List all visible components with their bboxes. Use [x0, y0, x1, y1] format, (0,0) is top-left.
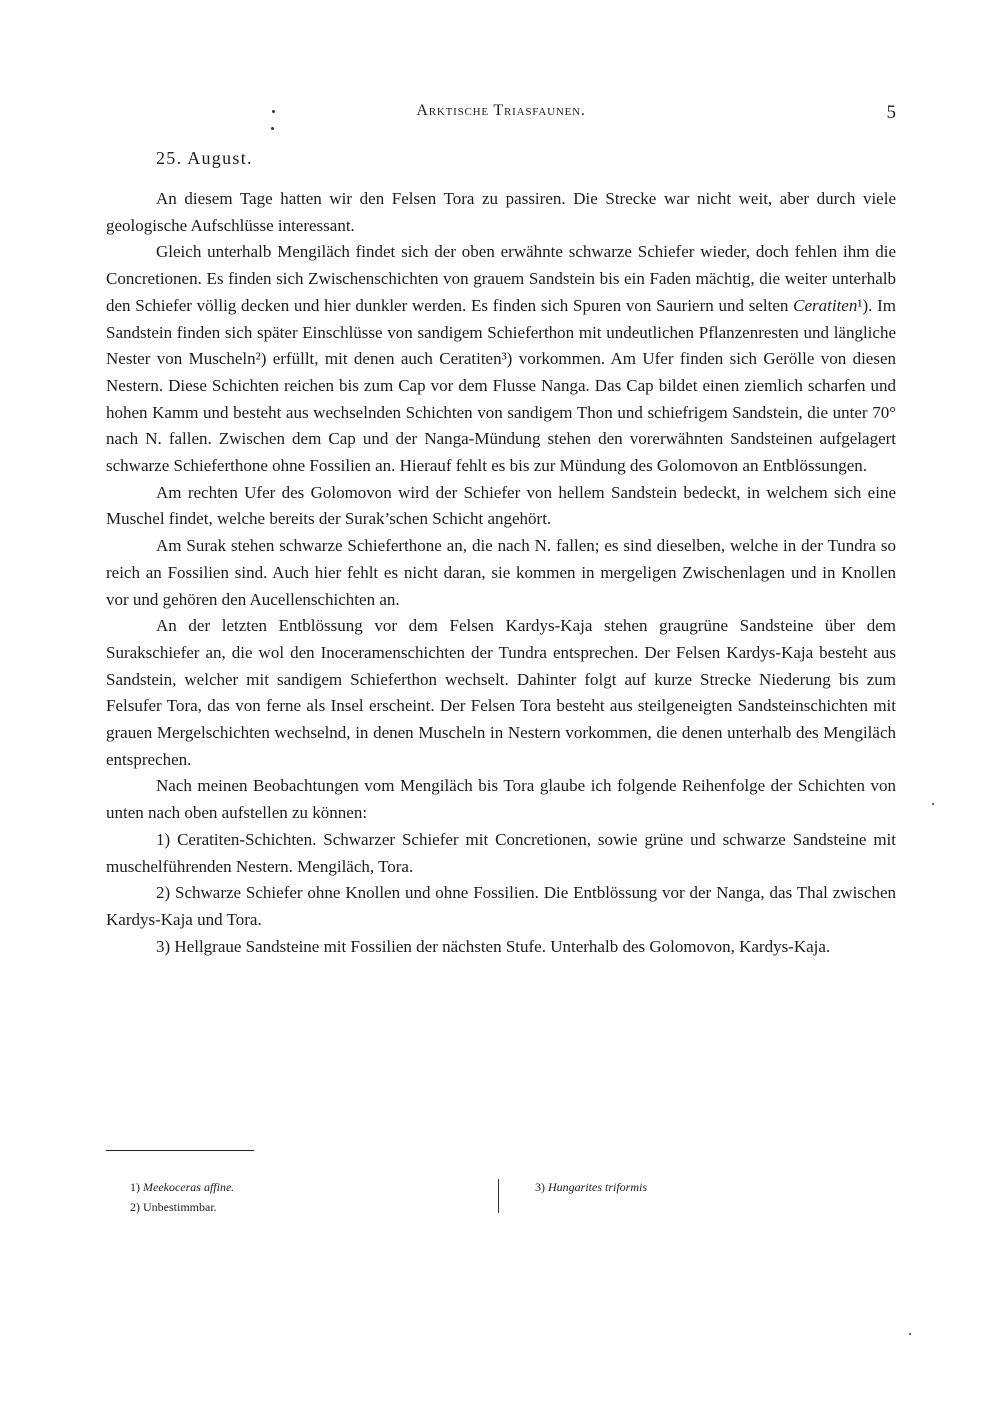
paragraph	[106, 239, 896, 479]
footnote-3	[535, 1177, 775, 1197]
paragraph: An der letzten Entblössung vor dem Felsen Kardys-Kaja stehen graugrüne Sandsteine über dem Surakschiefer an, die wol den Inoceramenschichten der Tundra entsprechen. Der Felsen Kardys-Kaja besteht aus Sandstein, welcher mit sandigem Schieferthon wechselt. Dahinter folgt auf kurze Strecke Niederung bis zum Felsufer Tora, das von ferne als Insel erscheint. Der Felsen Tora besteht aus steilgeneigten Sandsteinschichten mit grauen Mergelschichten wechselnd, in denen Muscheln in Nestern vorkommen, die denen unterhalb des Mengiläch entsprechen.	[106, 616, 896, 769]
footnote-marker: 2)	[130, 1200, 140, 1214]
paragraph: An diesem Tage hatten wir den Felsen Tora zu passiren. Die Strecke war nicht weit, aber durch viele geologische Aufschlüsse interessant.	[106, 189, 896, 235]
paragraph: Am rechten Ufer des Golomovon wird der Schiefer von hellem Sandstein bedeckt, in welchem sich eine Muschel findet, welche bereits der Surak’schen Schicht angehört.	[106, 482, 896, 529]
print-speck	[932, 803, 934, 805]
footnote-column-left	[130, 1177, 460, 1217]
footnote-column-right	[535, 1177, 775, 1197]
footnote-divider	[498, 1179, 499, 1213]
footnote-text: Meekoceras affine.	[143, 1180, 235, 1194]
paragraph: Am Surak stehen schwarze Schieferthone an, die nach N. fallen; es sind dieselben, welche in der Tundra so reich an Fossilien sind. Auch hier fehlt es nicht daran, sie kommen in mergeligen Zwischenlagen und in Knollen vor und gehören den Aucellenschichten an.	[106, 536, 896, 609]
body-text	[106, 144, 896, 960]
footnote-text: Hungarites triformis	[548, 1180, 648, 1194]
paragraph: Nach meinen Beobachtungen vom Mengiläch bis Tora glaube ich folgende Reihenfolge der Schichten von unten nach oben aufstellen zu können:	[106, 776, 896, 823]
footnote-marker: 3)	[535, 1180, 545, 1194]
footnote-1	[130, 1177, 460, 1197]
page-header	[106, 102, 896, 126]
footnote-rule	[106, 1150, 254, 1151]
list-item: 3) Hellgraue Sandsteine mit Fossilien der nächsten Stufe. Unterhalb des Golomovon, Kardys-Kaja.	[156, 936, 831, 956]
footnote-marker: 1)	[130, 1180, 140, 1194]
paragraph-text: ¹). Im Sandstein finden sich später Einschlüsse von sandigem Schieferthon mit undeutlichen Pflanzenresten und längliche Nester von Muscheln²) erfüllt, mit denen auch Ceratiten³) vorkommen. Am Ufer finden sich Gerölle von diesen Nestern. Diese Schichten reichen bis zum Cap vor dem Flusse Nanga. Das Cap bildet einen ziemlich scharfen und hohen Kamm und besteht aus wechselnden Schichten von sandigem Thon und schiefrigem Sandstein, die unter 70° nach N. fallen. Zwischen dem Cap und der Nanga-Mündung stehen den vorerwähnten Sandsteinen aufgelagert schwarze Schieferthone ohne Fossilien an. Hierauf fehlt es bis zur Mündung des Golomovon an Entblössungen.	[106, 295, 896, 476]
ceratiten-italic: Ceratiten	[793, 295, 858, 315]
list-item: 2) Schwarze Schiefer ohne Knollen und ohne Fossilien. Die Entblössung vor der Nanga, das Thal zwischen Kardys-Kaja und Tora.	[106, 883, 896, 929]
print-speck	[909, 1333, 911, 1335]
paragraph-text: Gleich unterhalb Mengiläch findet sich der oben erwähnte schwarze Schiefer wieder, doch fehlen ihm die Concretionen. Es finden sich Zwischenschichten von grauem Sandstein bis ein Faden mächtig, die weiter unterhalb den Schiefer völlig decken und hier dunkler werden. Es finden sich Spuren von Sauriern und selten	[106, 242, 896, 315]
print-speck	[271, 127, 274, 130]
list-item: 1) Ceratiten-Schichten. Schwarzer Schiefer mit Concretionen, sowie grüne und schwarze Sandsteine mit muschelführenden Nestern. Mengiläch, Tora.	[106, 829, 896, 876]
footnote-2	[130, 1197, 460, 1217]
footnote-text: Unbestimmbar.	[143, 1200, 217, 1214]
running-title: Arktische Triasfaunen.	[416, 102, 586, 119]
page-number: 5	[886, 102, 896, 123]
date-heading: 25. August.	[156, 148, 253, 168]
